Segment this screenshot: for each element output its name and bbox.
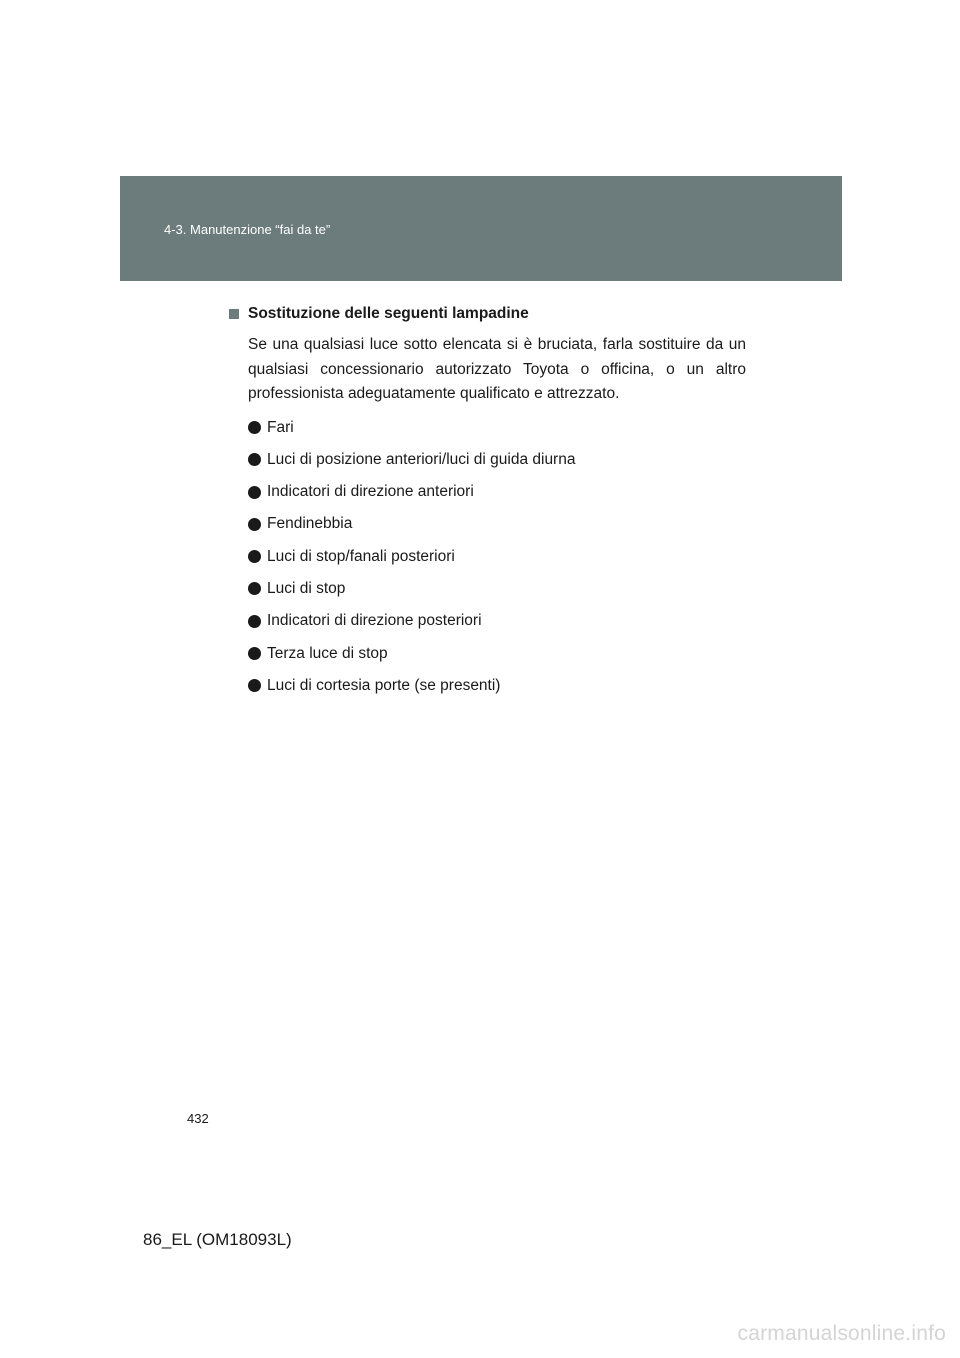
main-content bbox=[229, 304, 746, 707]
page-number: 432 bbox=[187, 1111, 209, 1126]
list-item-text: Fendinebbia bbox=[267, 515, 353, 533]
section-title: 4-3. Manutenzione “fai da te” bbox=[164, 222, 331, 237]
list-item-text: Luci di stop bbox=[267, 579, 346, 597]
sub-heading-text: Sostituzione delle seguenti lampadine bbox=[248, 305, 529, 322]
list-item-text: Indicatori di direzione posteriori bbox=[267, 612, 482, 630]
section-header-band bbox=[120, 176, 842, 281]
circle-bullet-icon bbox=[248, 582, 261, 595]
list-item-text: Luci di posizione anteriori/luci di guida diurna bbox=[267, 450, 576, 468]
square-bullet-icon bbox=[229, 309, 239, 319]
document-code: 86_EL (OM18093L) bbox=[143, 1230, 292, 1249]
circle-bullet-icon bbox=[248, 518, 261, 531]
list-item bbox=[248, 513, 746, 535]
circle-bullet-icon bbox=[248, 453, 261, 466]
list-item bbox=[248, 417, 746, 439]
list-item-text: Luci di stop/fanali posteriori bbox=[267, 547, 455, 565]
list-item bbox=[248, 449, 746, 471]
circle-bullet-icon bbox=[248, 615, 261, 628]
list-item bbox=[248, 610, 746, 632]
circle-bullet-icon bbox=[248, 421, 261, 434]
circle-bullet-icon bbox=[248, 647, 261, 660]
list-item bbox=[248, 481, 746, 503]
circle-bullet-icon bbox=[248, 550, 261, 563]
list-item bbox=[248, 546, 746, 568]
list-item-text: Terza luce di stop bbox=[267, 644, 388, 662]
circle-bullet-icon bbox=[248, 679, 261, 692]
circle-bullet-icon bbox=[248, 486, 261, 499]
sub-heading bbox=[229, 304, 746, 324]
bulb-list bbox=[248, 417, 746, 697]
list-item-text: Fari bbox=[267, 418, 294, 436]
list-item-text: Luci di cortesia porte (se presenti) bbox=[267, 676, 501, 694]
list-item-text: Indicatori di direzione anteriori bbox=[267, 483, 474, 501]
list-item bbox=[248, 675, 746, 697]
list-item bbox=[248, 643, 746, 665]
instruction-paragraph: Se una qualsiasi luce sotto elencata si è bruciata, farla sostituire da un qualsiasi concessionario autorizzato Toyota o officina, o un altro professionista adeguatamente qualificato e attrezzato. bbox=[248, 336, 746, 402]
list-item bbox=[248, 578, 746, 600]
watermark-text: carmanualsonline.info bbox=[737, 1322, 946, 1345]
